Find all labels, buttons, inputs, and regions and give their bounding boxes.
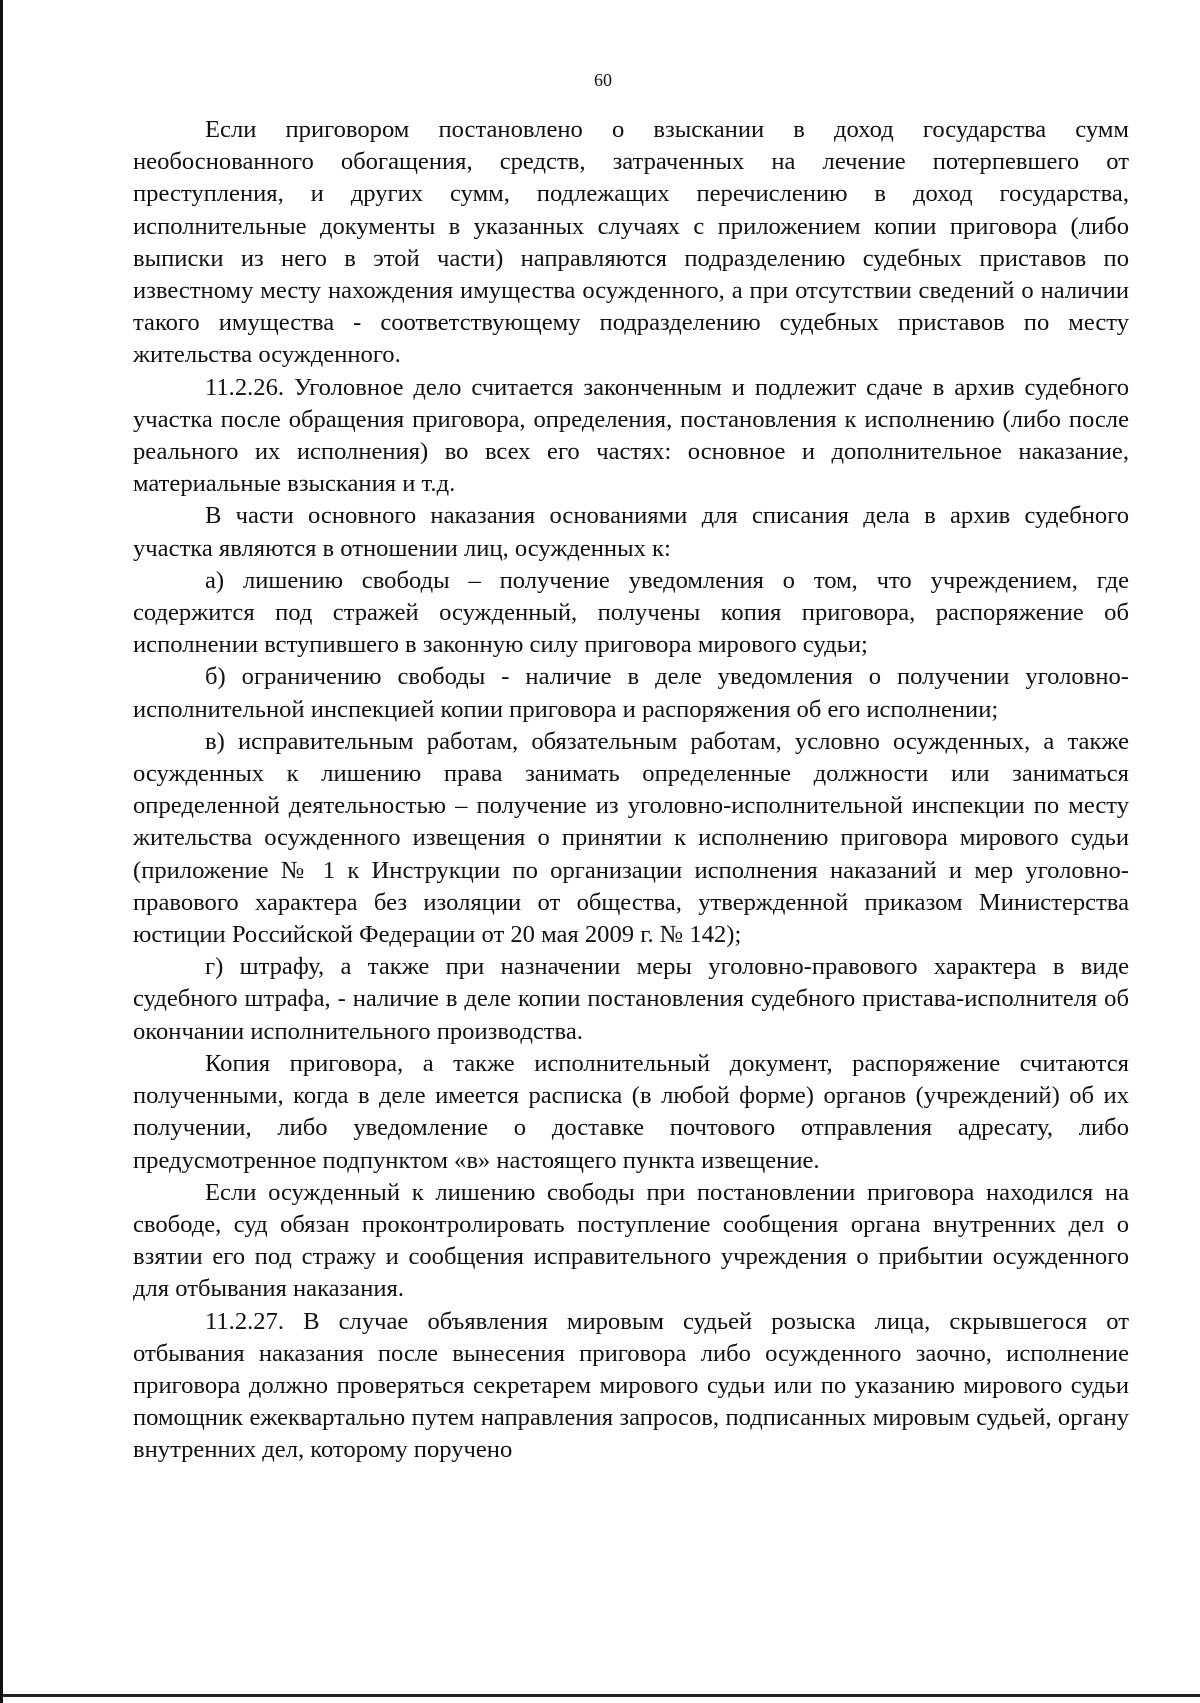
paragraph-item-v: в) исправительным работам, обязательным работам, условно осужденных, а также осужденных к лишению права занимать определенные должности или заниматься определенной деятельностью – получение из уголовно-исполнительной инспекции по месту жительства осужденного извещения о принятии к исполнению приговора мирового судьи (приложение № 1 к Инструкции по организации исполнения наказаний и мер уголовно-правового характера без изоляции от общества, утвержденной приказом Министерства юстиции Российской Федерации от 20 мая 2009 г. № 142);	[133, 727, 1129, 949]
page-number: 60	[594, 70, 612, 90]
paragraph-item-a: а) лишению свободы – получение уведомления о том, что учреждением, где содержится под стражей осужденный, получены копия приговора, распоряжение об исполнении вступившего в законную силу приговора мирового судьи;	[133, 566, 1129, 659]
paragraph-11-2-26: 11.2.26. Уголовное дело считается законченным и подлежит сдаче в архив судебного участка после обращения приговора, определения, постановления к исполнению (либо после реального их исполнения) во всех его частях: основное и дополнительное наказание, материальные взыскания и т.д.	[133, 373, 1129, 498]
paragraph-item-g: г) штрафу, а также при назначении меры уголовно-правового характера в виде судебного штрафа, - наличие в деле копии постановления судебного пристава-исполнителя об окончании исполнительного производства.	[133, 953, 1129, 1045]
scan-edge-line	[3, 1694, 1200, 1697]
paragraph-main-punishment-grounds: В части основного наказания основаниями для списания дела в архив судебного участка являются в отношении лиц, осужденных к:	[133, 502, 1129, 562]
paragraph-11-2-27: 11.2.27. В случае объявления мировым судьей розыска лица, скрывшегося от отбывания наказания после вынесения приговора либо осужденного заочно, исполнение приговора должно проверяться секретарем мирового судьи или по указанию мирового судьи помощник ежеквартально путем направления запросов, подписанных мировым судьей, органу внутренних дел, которому поручено	[133, 1307, 1129, 1464]
paragraph-custody-control: Если осужденный к лишению свободы при постановлении приговора находился на свободе, суд обязан проконтролировать поступление сообщения органа внутренних дел о взятии его под стражу и сообщения исправительного учреждения о прибытии осужденного для отбывания наказания.	[133, 1178, 1129, 1303]
paragraph-recovery-of-sums: Если приговором постановлено о взыскании в доход государства сумм необоснованного обогащения, средств, затраченных на лечение потерпевшего от преступления, и других сумм, подлежащих перечислению в доход государства, исполнительные документы в указанных случаях с приложением копии приговора (либо выписки из него в этой части) направляются подразделению судебных приставов по известному месту нахождения имущества осужденного, а при отсутствии сведений о наличии такого имущества - соответствующему подразделению судебных приставов по месту жительства осужденного.	[133, 116, 1129, 369]
document-body	[133, 114, 1129, 1467]
paragraph-copy-received: Копия приговора, а также исполнительный документ, распоряжение считаются полученными, когда в деле имеется расписка (в любой форме) органов (учреждений) об их получении, либо уведомление о доставке почтового отправления адресату, либо предусмотренное подпунктом «в» настоящего пункта извещение.	[133, 1049, 1129, 1174]
paragraph-item-b: б) ограничению свободы - наличие в деле уведомления о получении уголовно-исполнительной инспекцией копии приговора и распоряжения об его исполнении;	[133, 663, 1129, 723]
